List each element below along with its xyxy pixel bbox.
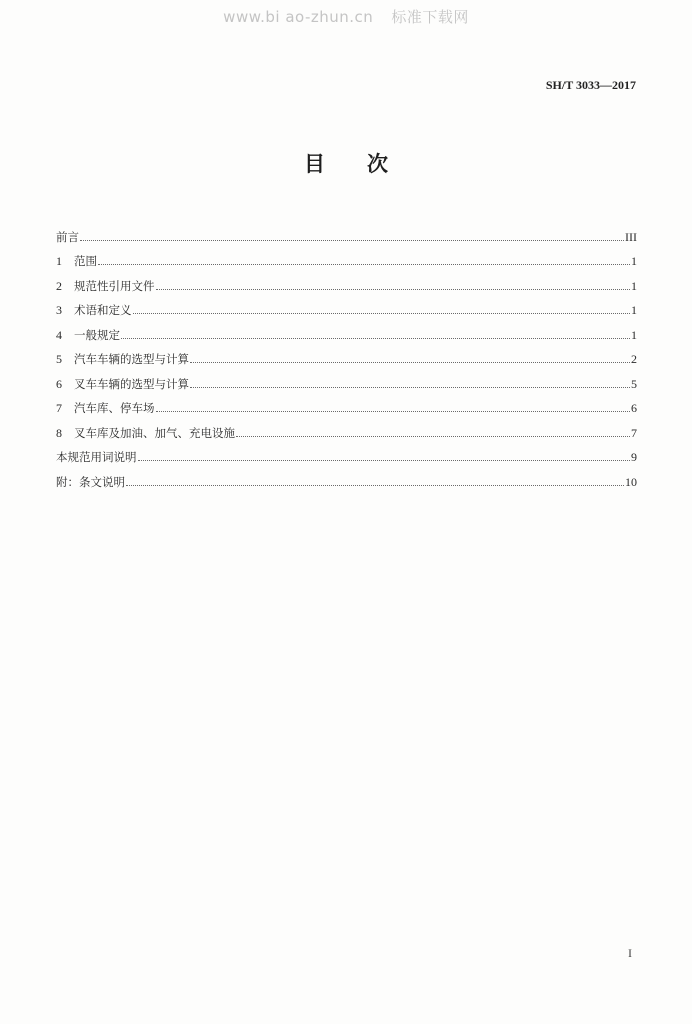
watermark-site: www.bi ao-zhun.cn [223,8,374,26]
toc-entry-page: 9 [631,450,637,464]
toc-leader-dots [156,411,631,412]
toc-entry-page: 7 [631,425,637,440]
toc-entry-3[interactable] [56,293,637,318]
toc-entry-page: 1 [631,303,637,317]
toc-entry-page: III [625,229,637,244]
toc-entry-foreword[interactable] [56,219,637,244]
toc-entry-number: 4 [56,327,62,342]
toc-title: 目次 [304,152,430,176]
toc-entry-number: 5 [56,352,62,366]
toc-entry-page: 1 [631,278,637,293]
toc-entry-8[interactable] [56,415,637,440]
toc-leader-dots [156,289,631,290]
toc-entry-number: 8 [56,425,62,440]
toc-leader-dots [133,313,631,314]
toc-entry-appendix[interactable] [56,464,637,489]
toc-leader-dots [121,338,630,339]
toc-leader-dots [190,362,630,363]
watermark-name: 标准下载网 [391,8,469,26]
toc-entry-label: 一般规定 [74,327,120,342]
toc-entry-4[interactable] [56,317,637,342]
toc-entry-page: 6 [631,401,637,415]
toc-entry-label: 叉车库及加油、加气、充电设施 [74,425,235,440]
toc-entry-2[interactable] [56,268,637,293]
toc-leader-dots [98,264,630,265]
toc-leader-dots [126,485,624,486]
toc-entry-label: 叉车车辆的选型与计算 [74,376,189,391]
toc-entry-label: 汽车车辆的选型与计算 [74,352,189,366]
toc-entry-label: 范围 [74,254,97,268]
page-number: I [628,946,632,960]
toc-entry-1[interactable] [56,244,637,269]
toc-entry-label: 汽车库、停车场 [74,401,155,415]
toc-entry-7[interactable] [56,391,637,416]
table-of-contents [56,219,637,489]
toc-entry-5[interactable] [56,342,637,367]
watermark [0,6,692,27]
toc-entry-label: 本规范用词说明 [56,450,137,464]
toc-entry-number: 6 [56,376,62,391]
toc-entry-6[interactable] [56,366,637,391]
toc-entry-page: 1 [631,327,637,342]
toc-leader-dots [138,460,631,461]
toc-leader-dots [236,436,630,437]
toc-entry-wording-explanation[interactable] [56,440,637,465]
toc-entry-label: 规范性引用文件 [74,278,155,293]
toc-entry-number: 1 [56,254,62,268]
toc-entry-number: 7 [56,401,62,415]
toc-entry-page: 5 [631,376,637,391]
standard-code: SH/T 3033—2017 [545,78,636,92]
toc-entry-label: 附：条文说明 [56,474,125,489]
toc-entry-number: 2 [56,278,62,293]
toc-entry-page: 1 [631,254,637,268]
toc-entry-page: 2 [631,352,637,366]
toc-leader-dots [190,387,630,388]
toc-leader-dots [80,240,624,241]
toc-entry-page: 10 [625,474,637,489]
toc-entry-label: 前言 [56,229,79,244]
toc-entry-number: 3 [56,303,62,317]
toc-entry-label: 术语和定义 [74,303,132,317]
